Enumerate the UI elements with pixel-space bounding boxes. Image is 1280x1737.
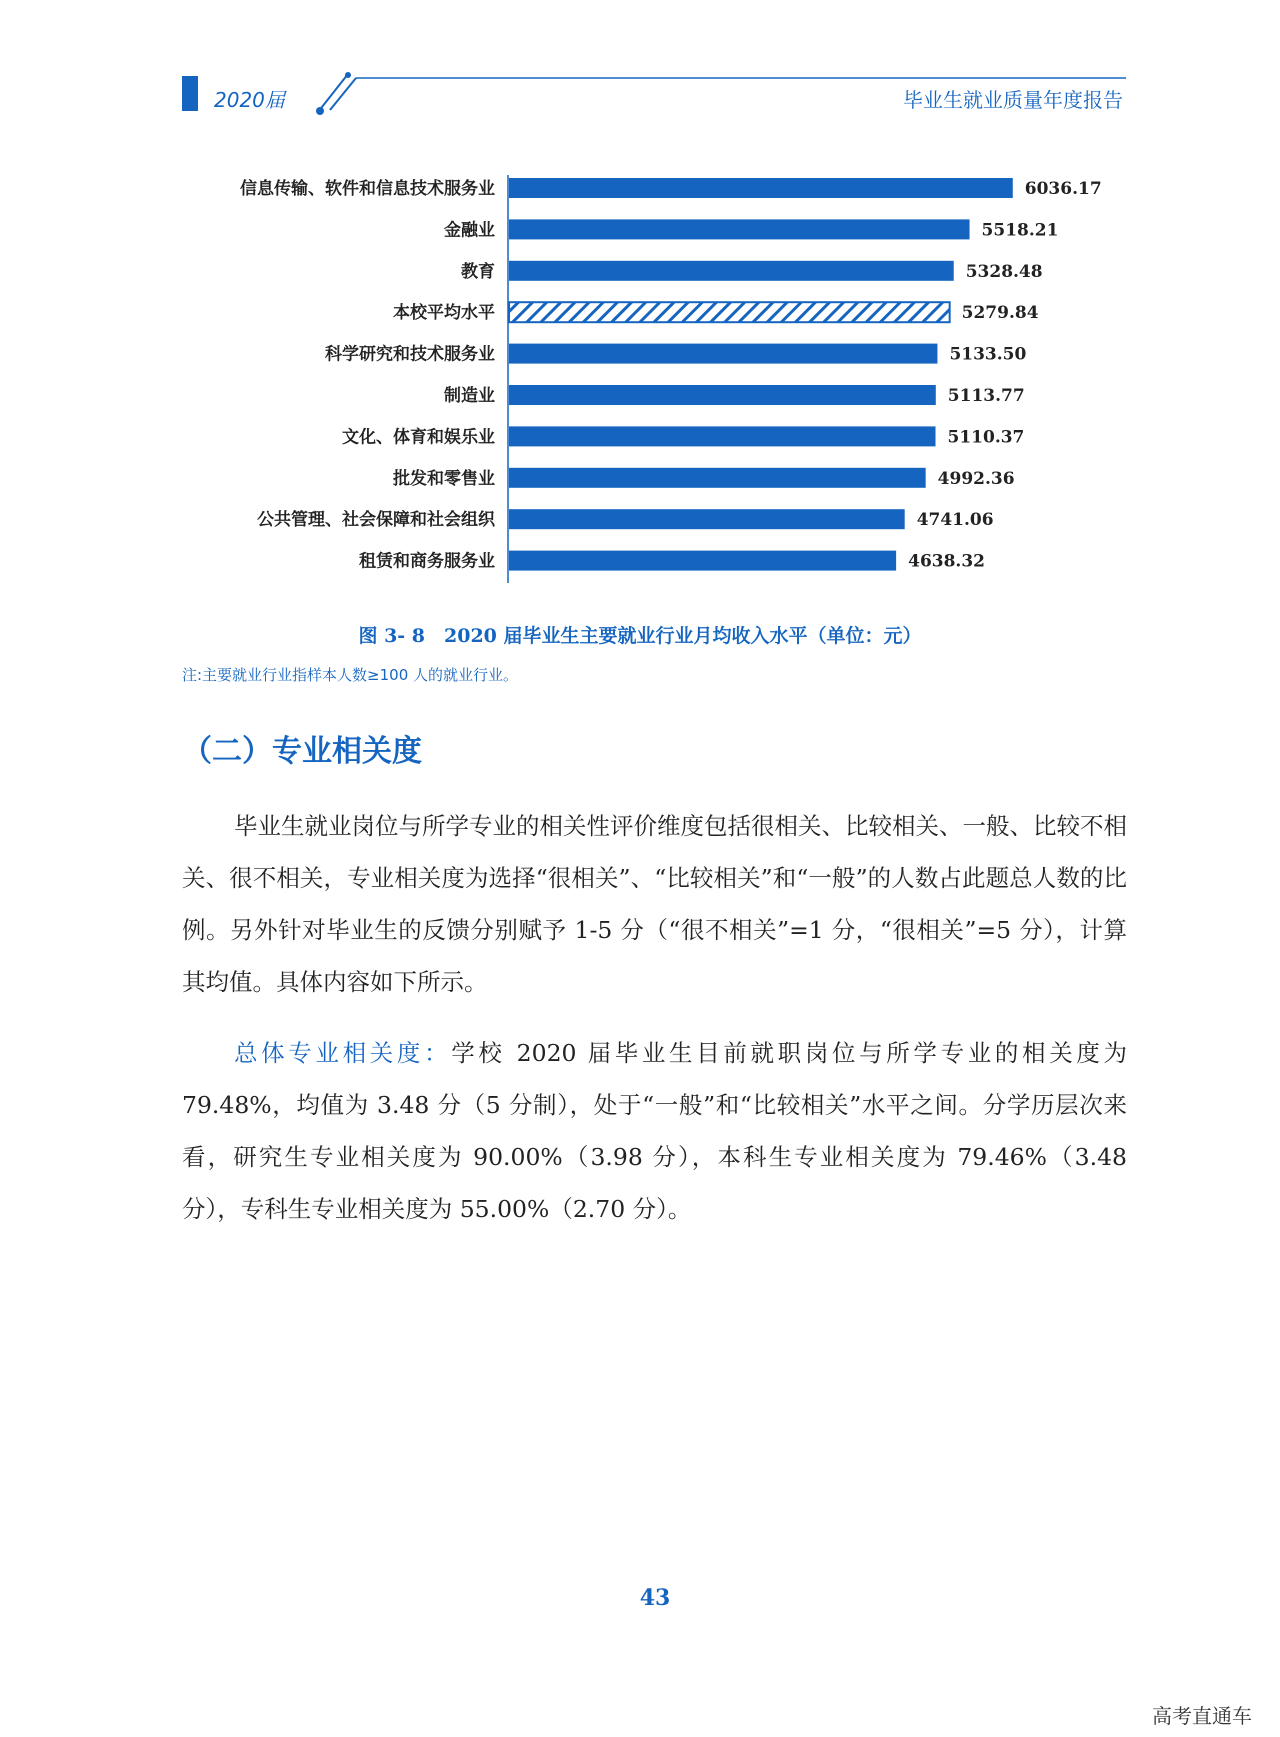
category-label-1: 金融业 (444, 220, 495, 241)
bar-5 (509, 385, 936, 405)
bar-0 (509, 178, 1013, 198)
section-heading: （二）专业相关度 (182, 734, 422, 769)
header-year-label: 2020届 (214, 88, 285, 112)
category-label-0: 信息传输、软件和信息技术服务业 (240, 179, 495, 199)
category-label-3: 本校平均水平 (393, 303, 495, 324)
page-number: 43 (639, 1585, 671, 1611)
watermark: 高考直通车 (1152, 1704, 1252, 1728)
category-label-7: 批发和零售业 (393, 468, 495, 489)
bar-7 (509, 468, 926, 488)
value-label-4: 5133.50 (949, 344, 1027, 365)
paragraph-lead: 总体专业相关度： (234, 1039, 452, 1067)
bar-6 (509, 426, 936, 446)
value-label-7: 4992.36 (937, 468, 1015, 489)
paragraph-body: 学校 2020 届毕业生目前就职岗位与所学专业的相关度为 79.48%，均值为 3.48 分（5 分制），处于“一般”和“比较相关”水平之间。分学历层次来看，研究生专业相关度为 90.00%（3.98 分），本科生专业相关度为 79.46%（3.48 分），专科生专业相关度为 55.00%（2.70 分）。 (182, 1039, 1128, 1223)
value-label-5: 5113.77 (947, 386, 1025, 406)
category-label-6: 文化、体育和娱乐业 (342, 427, 495, 448)
value-label-0: 6036.17 (1024, 179, 1102, 199)
value-label-2: 5328.48 (965, 261, 1043, 282)
bar-3 (509, 302, 950, 322)
category-label-8: 公共管理、社会保障和社会组织 (257, 510, 495, 531)
value-label-9: 4638.32 (908, 551, 986, 572)
header-report-title: 毕业生就业质量年度报告 (903, 88, 1123, 112)
category-label-9: 租赁和商务服务业 (359, 551, 495, 572)
value-label-6: 5110.37 (947, 427, 1025, 448)
industry-income-bar-chart (0, 168, 1280, 588)
bar-4 (509, 344, 937, 364)
bar-1 (509, 219, 970, 239)
bar-9 (509, 551, 896, 571)
paragraph-definition: 毕业生就业岗位与所学专业的相关性评价维度包括很相关、比较相关、一般、比较不相关、很不相关，专业相关度为选择“很相关”、“比较相关”和“一般”的人数占此题总人数的比例。另外针对毕业生的反馈分别赋予 1-5 分（“很不相关”=1 分，“很相关”=5 分），计算其均值。具体内容如下所示。 (182, 812, 1127, 996)
bar-8 (509, 509, 905, 529)
figure-note: 注:主要就业行业指样本人数≥100 人的就业行业。 (182, 666, 519, 684)
value-label-3: 5279.84 (961, 303, 1039, 324)
category-label-4: 科学研究和技术服务业 (325, 344, 495, 365)
bar-2 (509, 261, 954, 281)
category-label-5: 制造业 (444, 386, 495, 406)
category-label-2: 教育 (461, 261, 495, 282)
value-label-8: 4741.06 (916, 510, 994, 531)
paragraph-overall-relevance (182, 1027, 1127, 1235)
value-label-1: 5518.21 (981, 220, 1059, 241)
figure-caption: 图 3- 8 2020 届毕业生主要就业行业月均收入水平（单位：元） (358, 625, 922, 647)
header-accent-bar (182, 76, 198, 111)
